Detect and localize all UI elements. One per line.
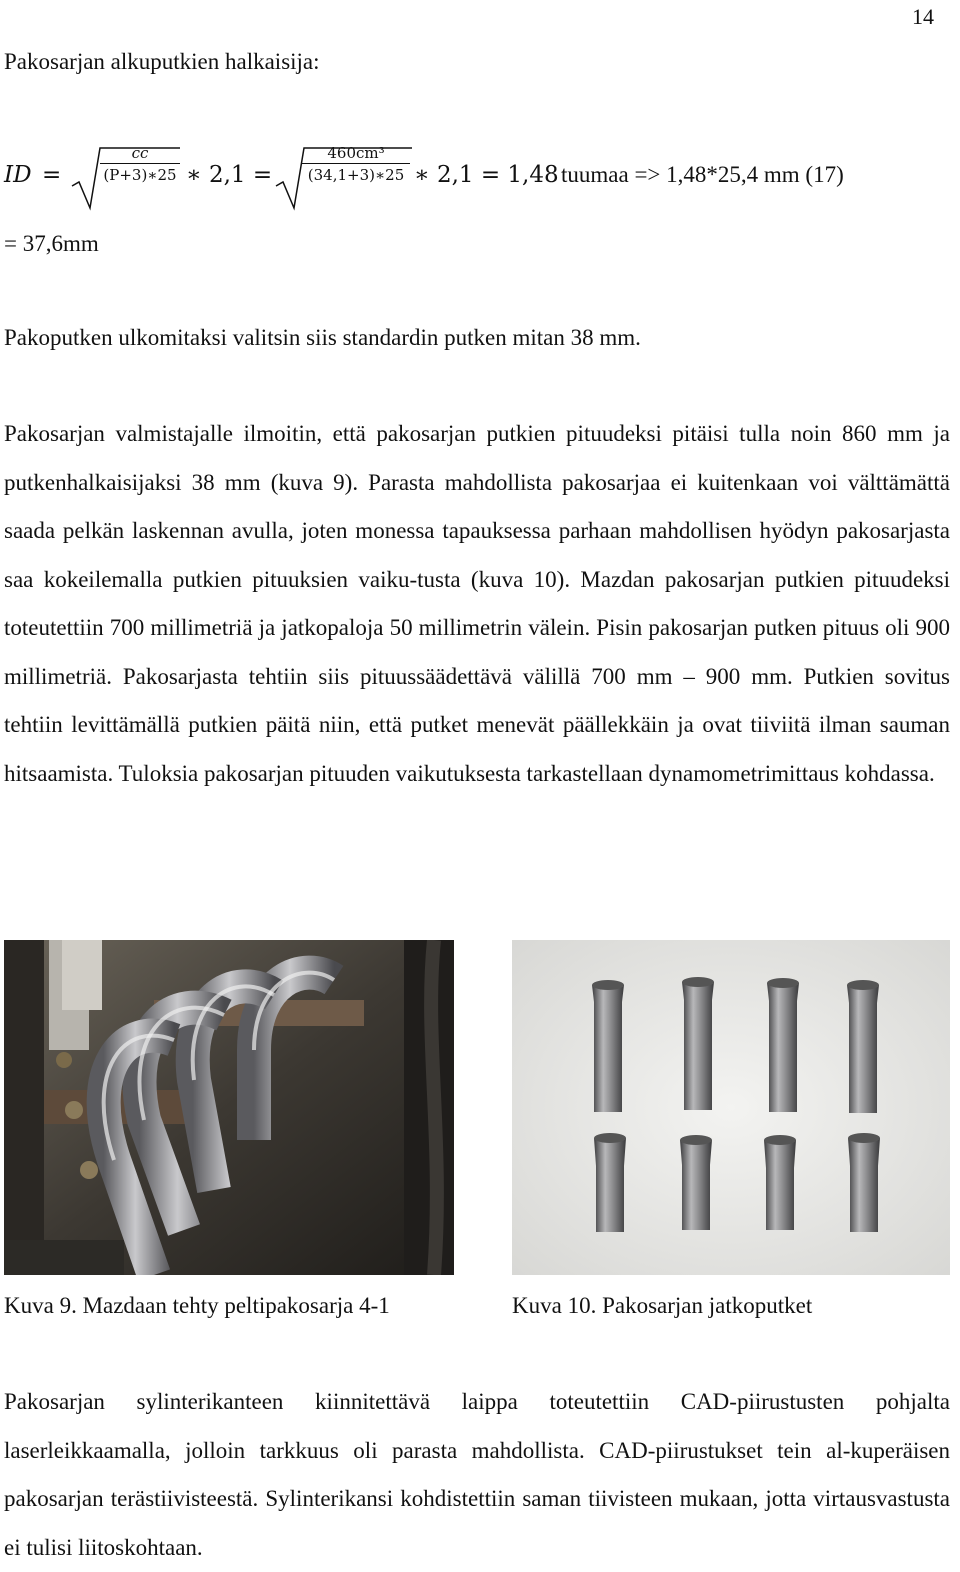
fraction-1 — [100, 144, 180, 184]
paragraph-1: Pakoputken ulkomitaksi valitsin siis standardin putken mitan 38 mm. — [4, 325, 641, 350]
exhaust-header-photo — [4, 940, 454, 1275]
equation-result: = 37,6mm — [4, 231, 99, 256]
equation — [4, 140, 944, 220]
equation-multiplier-1: ∗ 2,1 = — [186, 162, 273, 188]
page-number: 14 — [912, 4, 934, 29]
figure-kuva-10 — [512, 940, 950, 1275]
paragraph-2: Pakosarjan valmistajalle ilmoitin, että pakosarjan putkien pituudeksi pitäisi tulla noin 860 mm ja putkenhalkaisijaksi 38 mm (kuva 9). Parasta mahdollista pakosarjaa ei kuitenkaan voi välttämättä saada pelkän laskennan avulla, joten monessa tapauksessa parhaan mahdollisen hyödyn pakosarjasta saa kokeilemalla putkien pituuksien vaiku-tusta (kuva 10). Mazdan pakosarjan putkien pituudeksi toteutettiin 700 millimetriä ja jatkopaloja 50 millimetrin välein. Pisin pakosarjan putken pituus oli 900 millimetriä. Pakosarjasta tehtiin siis pituussäädettävä välillä 700 mm – 900 mm. Putkien sovitus tehtiin levittämällä putkien päitä niin, että putket menevät päällekkäin ja ovat tiiviitä ilman sauman hitsaamista. Tuloksia pakosarjan pituuden vaikutuksesta tarkastellaan dynamometrimittaus kohdassa. — [4, 421, 950, 786]
extension-pipes-photo — [512, 940, 950, 1275]
fraction-1-numerator: cc — [100, 144, 180, 164]
equation-equals: = — [42, 162, 62, 188]
figure-kuva-10-caption: Kuva 10. Pakosarjan jatkoputket — [512, 1293, 813, 1318]
figure-kuva-9-caption: Kuva 9. Mazdaan tehty peltipakosarja 4-1 — [4, 1293, 390, 1318]
fraction-2-numerator: 460cm³ — [302, 144, 410, 164]
equation-lhs: ID — [4, 162, 32, 188]
equation-tail: tuumaa => 1,48*25,4 mm (17) — [561, 162, 844, 187]
figure-kuva-9 — [4, 940, 454, 1275]
paragraph-3: Pakosarjan sylinterikanteen kiinnitettävä laippa toteutettiin CAD-piirustusten pohjalta laserleikkaamalla, jolloin tarkkuus oli parasta mahdollista. CAD-piirustukset tein al-kuperäisen pakosarjan terästiivisteestä. Sylinterikansi kohdistettiin saman tiivisteen mukaan, jotta virtausvastusta ei tulisi liitoskohtaan. — [4, 1389, 950, 1560]
fraction-2-denominator: (34,1+3)∗25 — [307, 166, 405, 184]
fraction-2 — [302, 144, 410, 184]
section-heading: Pakosarjan alkuputkien halkaisija: — [4, 49, 320, 74]
equation-multiplier-2: ∗ 2,1 = 1,48 — [414, 162, 559, 188]
fraction-1-denominator: (P+3)∗25 — [103, 166, 177, 184]
